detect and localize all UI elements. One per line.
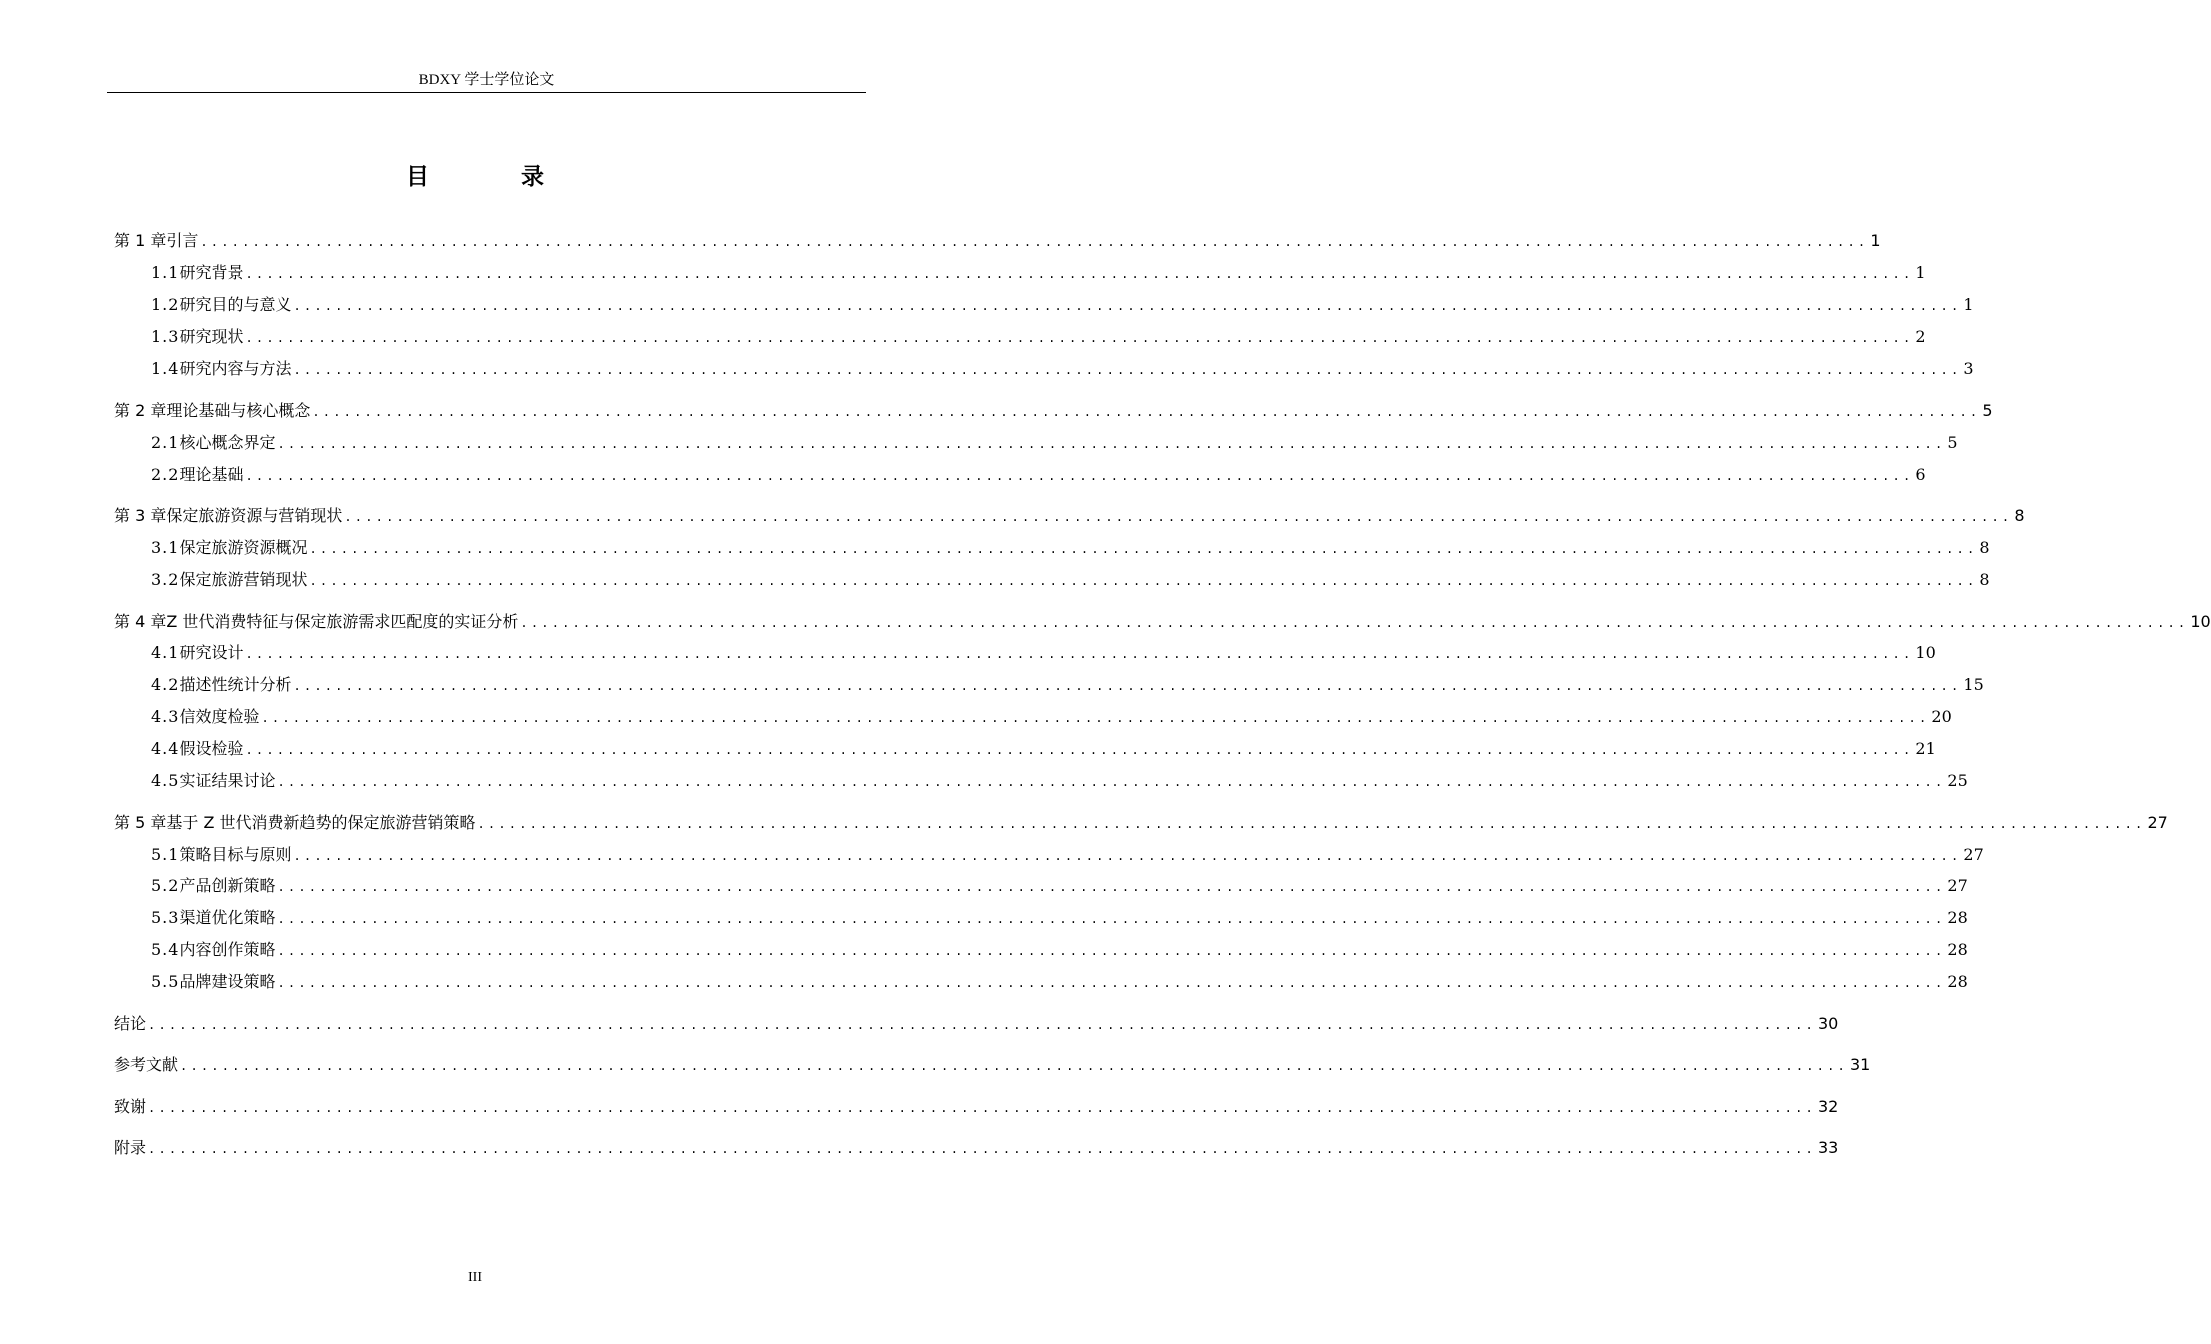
toc-entry-page: 32 xyxy=(1817,1097,1839,1116)
toc-entry-page: 1 xyxy=(1915,263,1926,282)
dot-leader: ................................................................................................................................................................ xyxy=(293,679,1962,693)
dot-leader: ................................................................................................................................................................ xyxy=(200,235,1869,249)
toc-entry-number: 5.1 xyxy=(151,845,180,864)
toc-entry-title: 基于 Z 世代消费新趋势的保定旅游营销策略 xyxy=(166,813,476,832)
dot-leader: ................................................................................................................................................................ xyxy=(148,1101,1816,1115)
dot-leader: ................................................................................................................................................................ xyxy=(312,405,1981,419)
toc-entry-number: 4.3 xyxy=(151,707,180,726)
toc-entry-number: 2.1 xyxy=(151,433,180,452)
toc-entry-page: 10 xyxy=(1915,643,1936,662)
toc-entry-number: 1.2 xyxy=(151,295,180,314)
toc-chapter-entry xyxy=(114,1094,1839,1118)
toc-entry-number: 1.4 xyxy=(151,359,180,378)
toc-entry-title: 描述性统计分析 xyxy=(179,675,292,694)
toc-entry-page: 27 xyxy=(1963,845,1984,864)
dot-leader: ................................................................................................................................................................ xyxy=(261,711,1930,725)
dot-leader: ................................................................................................................................................................ xyxy=(277,775,1946,789)
toc-entry-number: 4.1 xyxy=(151,643,180,662)
toc-chapter-entry xyxy=(114,609,2211,633)
toc-entry-number: 5.4 xyxy=(151,940,180,959)
toc-section-entry xyxy=(151,260,1926,284)
toc-entry-page: 3 xyxy=(1963,359,1974,378)
toc-entry-page: 1 xyxy=(1870,231,1881,250)
toc-section-entry xyxy=(151,430,1958,454)
toc-entry-title: 附录 xyxy=(114,1138,147,1157)
toc-entry-title: 保定旅游营销现状 xyxy=(179,570,308,589)
toc-entry-number: 5.3 xyxy=(151,908,180,927)
toc-entry-title: 研究目的与意义 xyxy=(179,295,292,314)
toc-entry-title: 策略目标与原则 xyxy=(179,845,292,864)
toc-title: 目 录 xyxy=(405,164,586,190)
toc-entry-number: 3.1 xyxy=(151,538,180,557)
toc-chapter-entry xyxy=(114,1052,1871,1076)
dot-leader: ................................................................................................................................................................ xyxy=(245,331,1914,345)
toc-chapter-entry xyxy=(114,810,2168,834)
toc-entry-page: 1 xyxy=(1963,295,1974,314)
toc-chapter-entry xyxy=(114,398,1993,422)
toc-chapter-entry xyxy=(114,503,2025,527)
toc-entry-number: 第 2 章 xyxy=(114,401,167,420)
toc-entry-page: 2 xyxy=(1915,327,1926,346)
toc-entry-title: 参考文献 xyxy=(114,1055,179,1074)
toc-entry-title: 品牌建设策略 xyxy=(179,972,276,991)
toc-entry-title: 引言 xyxy=(166,231,199,250)
toc-section-entry xyxy=(151,905,1968,929)
toc-entry-title: 保定旅游资源概况 xyxy=(179,538,308,557)
toc-entry-number: 第 1 章 xyxy=(114,231,167,250)
toc-entry-title: 渠道优化策略 xyxy=(179,908,276,927)
toc-entry-title: 致谢 xyxy=(114,1097,147,1116)
toc-section-entry xyxy=(151,969,1968,993)
toc-section-entry xyxy=(151,937,1968,961)
toc-entry-title: 产品创新策略 xyxy=(179,876,276,895)
toc-section-entry xyxy=(151,356,1974,380)
dot-leader: ................................................................................................................................................................ xyxy=(277,944,1946,958)
toc-entry-title: 核心概念界定 xyxy=(179,433,276,452)
toc-entry-page: 8 xyxy=(1979,570,1990,589)
toc-entry-number: 4.5 xyxy=(151,771,180,790)
dot-leader: ................................................................................................................................................................ xyxy=(148,1142,1816,1156)
toc-section-entry xyxy=(151,704,1952,728)
dot-leader: ................................................................................................................................................................ xyxy=(245,647,1914,661)
toc-entry-page: 28 xyxy=(1947,972,1968,991)
toc-chapter-entry xyxy=(114,1135,1839,1159)
toc-entry-title: 假设检验 xyxy=(179,739,244,758)
toc-entry-page: 8 xyxy=(1979,538,1990,557)
toc-entry-number: 5.5 xyxy=(151,972,180,991)
dot-leader: ................................................................................................................................................................ xyxy=(293,299,1962,313)
dot-leader: ................................................................................................................................................................ xyxy=(309,574,1978,588)
toc-entry-number: 第 3 章 xyxy=(114,506,167,525)
dot-leader: ................................................................................................................................................................ xyxy=(245,743,1914,757)
dot-leader: ................................................................................................................................................................ xyxy=(277,912,1946,926)
toc-section-entry xyxy=(151,736,1936,760)
toc-entry-title: 实证结果讨论 xyxy=(179,771,276,790)
toc-section-entry xyxy=(151,324,1926,348)
toc-entry-page: 15 xyxy=(1963,675,1984,694)
toc-entry-title: 研究内容与方法 xyxy=(179,359,292,378)
toc-entry-page: 10 xyxy=(2190,612,2211,631)
dot-leader: ................................................................................................................................................................ xyxy=(180,1059,1848,1073)
toc-entry-title: 研究现状 xyxy=(179,327,244,346)
toc-entry-page: 27 xyxy=(1947,876,1968,895)
toc-section-entry xyxy=(151,842,1984,866)
dot-leader: ................................................................................................................................................................ xyxy=(245,469,1914,483)
toc-section-entry xyxy=(151,535,1990,559)
toc-section-entry xyxy=(151,567,1990,591)
toc-entry-number: 2.2 xyxy=(151,465,180,484)
toc-entry-page: 8 xyxy=(2014,506,2025,525)
dot-leader: ................................................................................................................................................................ xyxy=(277,437,1946,451)
toc-entry-page: 31 xyxy=(1849,1055,1871,1074)
toc-section-entry xyxy=(151,640,1936,664)
toc-entry-number: 第 5 章 xyxy=(114,813,167,832)
toc-entry-title: 研究背景 xyxy=(179,263,244,282)
toc-entry-number: 1.1 xyxy=(151,263,180,282)
toc-entry-page: 27 xyxy=(2147,813,2168,832)
toc-chapter-entry xyxy=(114,228,1881,252)
page-header: BDXY 学士学位论文 xyxy=(107,68,866,93)
toc-entry-page: 20 xyxy=(1931,707,1952,726)
toc-entry-page: 5 xyxy=(1947,433,1958,452)
toc-entry-page: 30 xyxy=(1817,1014,1839,1033)
toc-entry-title: 研究设计 xyxy=(179,643,244,662)
toc-entry-number: 第 4 章 xyxy=(114,612,167,631)
toc-entry-number: 1.3 xyxy=(151,327,180,346)
page-number: III xyxy=(468,1270,482,1285)
toc-entry-number: 5.2 xyxy=(151,876,180,895)
toc-entry-page: 28 xyxy=(1947,908,1968,927)
toc-section-entry xyxy=(151,462,1926,486)
dot-leader: ................................................................................................................................................................ xyxy=(277,880,1946,894)
toc-section-entry xyxy=(151,292,1974,316)
toc-entry-page: 5 xyxy=(1982,401,1993,420)
dot-leader: ................................................................................................................................................................ xyxy=(520,616,2189,630)
dot-leader: ................................................................................................................................................................ xyxy=(277,976,1946,990)
toc-entry-title: 结论 xyxy=(114,1014,147,1033)
toc-entry-page: 21 xyxy=(1915,739,1936,758)
toc-entry-title: 保定旅游资源与营销现状 xyxy=(166,506,343,525)
dot-leader: ................................................................................................................................................................ xyxy=(148,1018,1816,1032)
toc-entry-number: 3.2 xyxy=(151,570,180,589)
dot-leader: ................................................................................................................................................................ xyxy=(245,267,1914,281)
toc-entry-title: 理论基础 xyxy=(179,465,244,484)
toc-entry-page: 25 xyxy=(1947,771,1968,790)
toc-entry-page: 28 xyxy=(1947,940,1968,959)
toc-section-entry xyxy=(151,768,1968,792)
dot-leader: ................................................................................................................................................................ xyxy=(309,542,1978,556)
dot-leader: ................................................................................................................................................................ xyxy=(344,510,2013,524)
toc-chapter-entry xyxy=(114,1011,1839,1035)
dot-leader: ................................................................................................................................................................ xyxy=(293,363,1962,377)
toc-entry-page: 6 xyxy=(1915,465,1926,484)
toc-entry-title: 信效度检验 xyxy=(179,707,260,726)
dot-leader: ................................................................................................................................................................ xyxy=(293,849,1962,863)
toc-entry-page: 33 xyxy=(1817,1138,1839,1157)
toc-section-entry xyxy=(151,672,1984,696)
toc-entry-number: 4.4 xyxy=(151,739,180,758)
toc-section-entry xyxy=(151,873,1968,897)
toc-entry-title: 理论基础与核心概念 xyxy=(166,401,311,420)
dot-leader: ................................................................................................................................................................ xyxy=(477,817,2146,831)
toc-entry-title: Z 世代消费特征与保定旅游需求匹配度的实证分析 xyxy=(166,612,519,631)
toc-entry-title: 内容创作策略 xyxy=(179,940,276,959)
toc-entry-number: 4.2 xyxy=(151,675,180,694)
